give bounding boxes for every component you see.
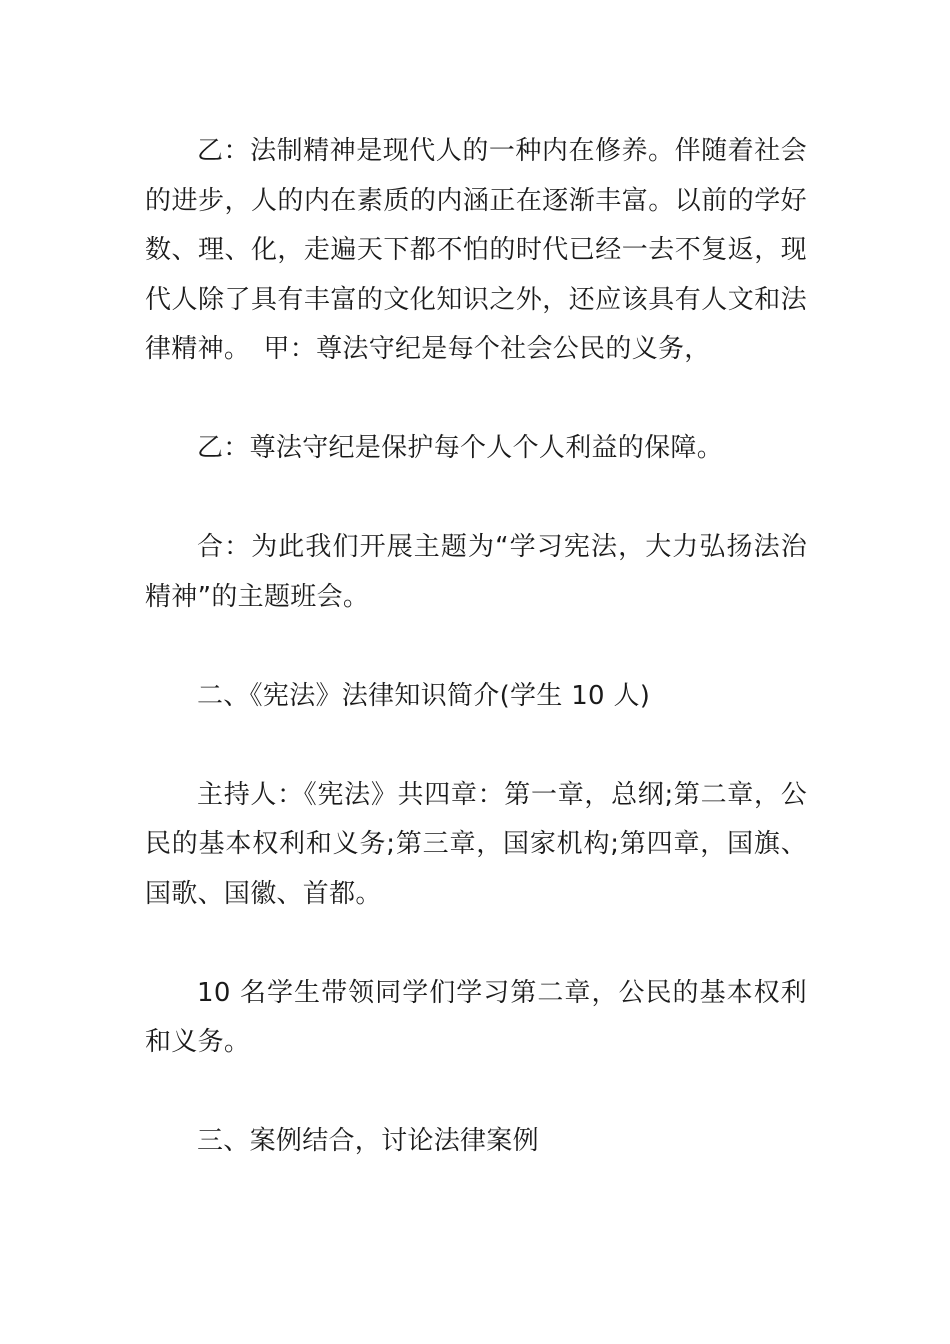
section-heading-case-discussion: 三、案例结合，讨论法律案例 xyxy=(197,1126,539,1156)
paragraph-host-chapters: 主持人：《宪法》共四章：第一章，总纲;第二章，公民的基本权利和义务;第三章，国家机构;第四章，国旗、国歌、国徽、首都。 xyxy=(145,779,807,909)
paragraph-dialogue-yi-legal-spirit: 乙：法制精神是现代人的一种内在修养。伴随着社会的进步，人的内在素质的内涵正在逐渐丰富。以前的学好数、理、化，走遍天下都不怕的时代已经一去不复返，现代人除了具有丰富的文化知识之外，还应该具有人文和法律精神。 甲：尊法守纪是每个社会公民的义务， xyxy=(145,136,807,364)
paragraph-dialogue-yi-protection: 乙：尊法守纪是保护每个人个人利益的保障。 xyxy=(197,433,724,463)
paragraph-students-study: 10 名学生带领同学们学习第二章，公民的基本权利和义务。 xyxy=(145,977,807,1057)
paragraph-dialogue-he-theme: 合：为此我们开展主题为“学习宪法，大力弘扬法治精神”的主题班会。 xyxy=(145,532,807,612)
document-body xyxy=(145,127,807,1167)
section-heading-constitution-intro: 二、《宪法》法律知识简介(学生 10 人) xyxy=(197,680,651,711)
